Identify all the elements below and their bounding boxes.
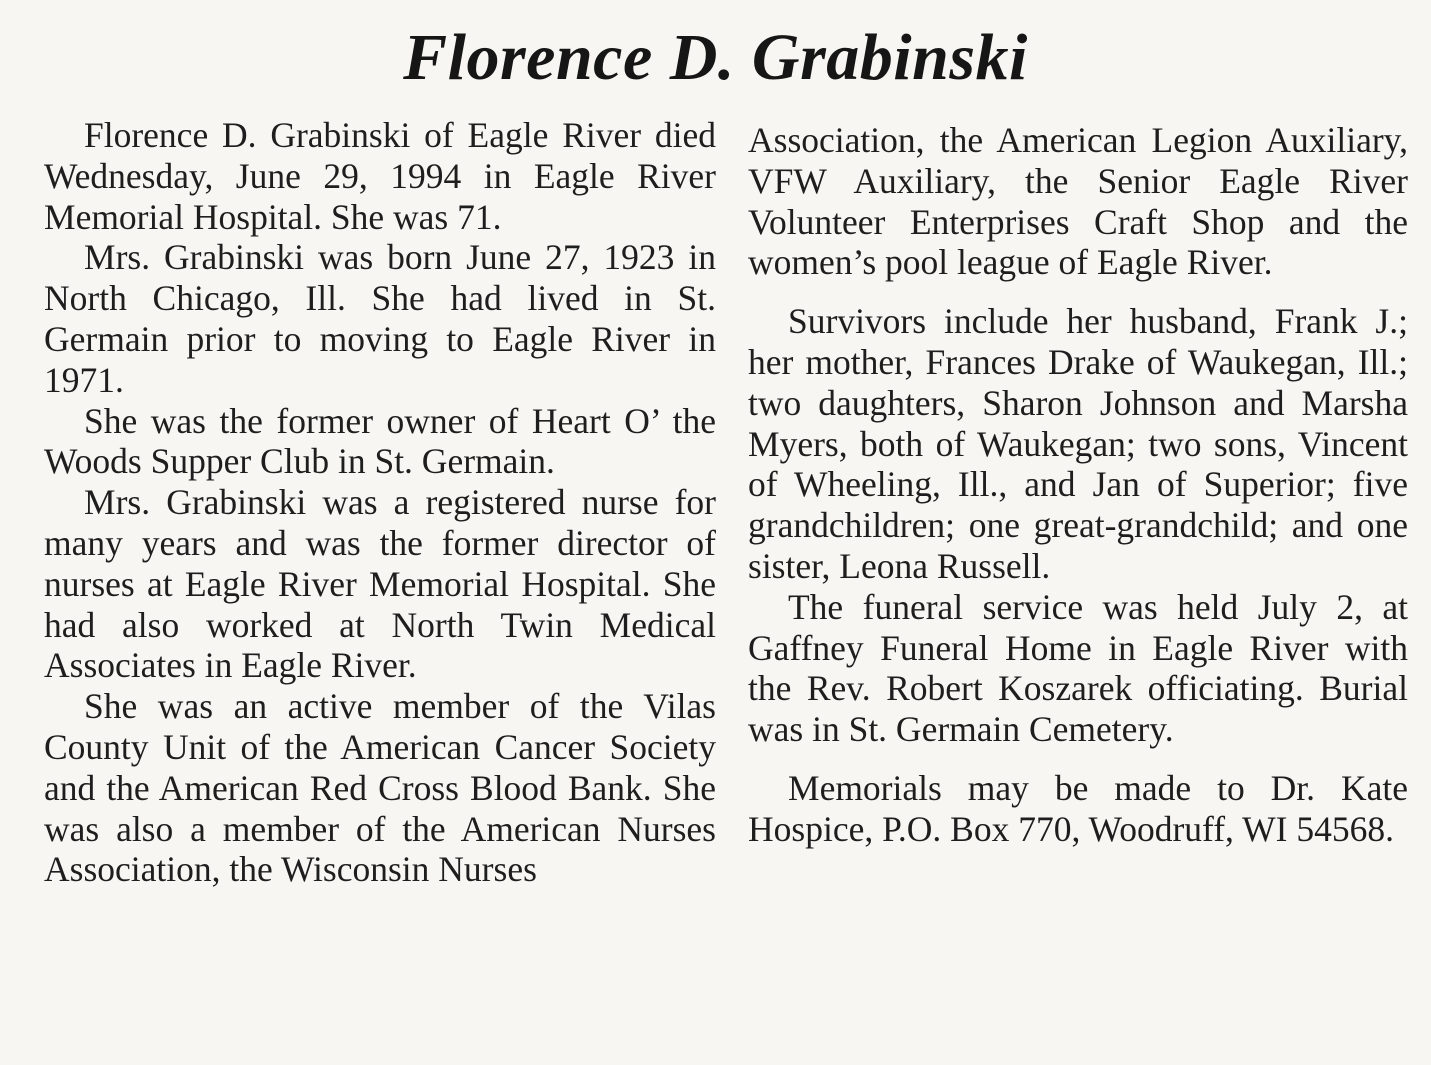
obituary-headline: Florence D. Grabinski	[403, 21, 1028, 94]
paragraph-memberships: She was an active member of the Vilas County Unit of the American Cancer Society and the American Red Cross Blood Bank. She was also a member of the American Nurses Association, the Wisconsin Nurses	[44, 686, 716, 890]
paragraph-funeral-service: The funeral service was held July 2, at Gaffney Funeral Home in Eagle River with the Rev. Robert Koszarek officiating. Burial was in St. Germain Cemetery.	[748, 586, 1408, 750]
paragraph-nursing-career: Mrs. Grabinski was a registered nurse for many years and was the former director of nurses at Eagle River Memorial Hospital. She had also worked at North Twin Medical Associates in Eagle River.	[44, 482, 716, 686]
paragraph-survivors: Survivors include her husband, Frank J.; her mother, Frances Drake of Waukegan, Ill.; two daughters, Sharon Johnson and Marsha Myers, both of Waukegan; two sons, Vincent of Wheeling, Ill., and Jan of Superior; five grandchildren; one great-grandchild; and one sister, Leona Russell.	[748, 301, 1408, 586]
paragraph-supper-club: She was the former owner of Heart O’ the Woods Supper Club in St. Germain.	[44, 400, 716, 482]
paragraph-memberships-continued: Association, the American Legion Auxiliary, VFW Auxiliary, the Senior Eagle River Volunteer Enterprises Craft Shop and the women’s pool league of Eagle River.	[748, 120, 1408, 283]
paragraph-death-notice: Florence D. Grabinski of Eagle River died Wednesday, June 29, 1994 in Eagle River Memorial Hospital. She was 71.	[44, 115, 716, 237]
paragraph-birth-residence: Mrs. Grabinski was born June 27, 1923 in North Chicago, Ill. She had lived in St. Germain prior to moving to Eagle River in 1971.	[44, 237, 716, 400]
right-column	[748, 120, 1408, 850]
paragraph-memorials: Memorials may be made to Dr. Kate Hospice, P.O. Box 770, Woodruff, WI 54568.	[748, 767, 1408, 849]
left-column	[44, 115, 716, 890]
